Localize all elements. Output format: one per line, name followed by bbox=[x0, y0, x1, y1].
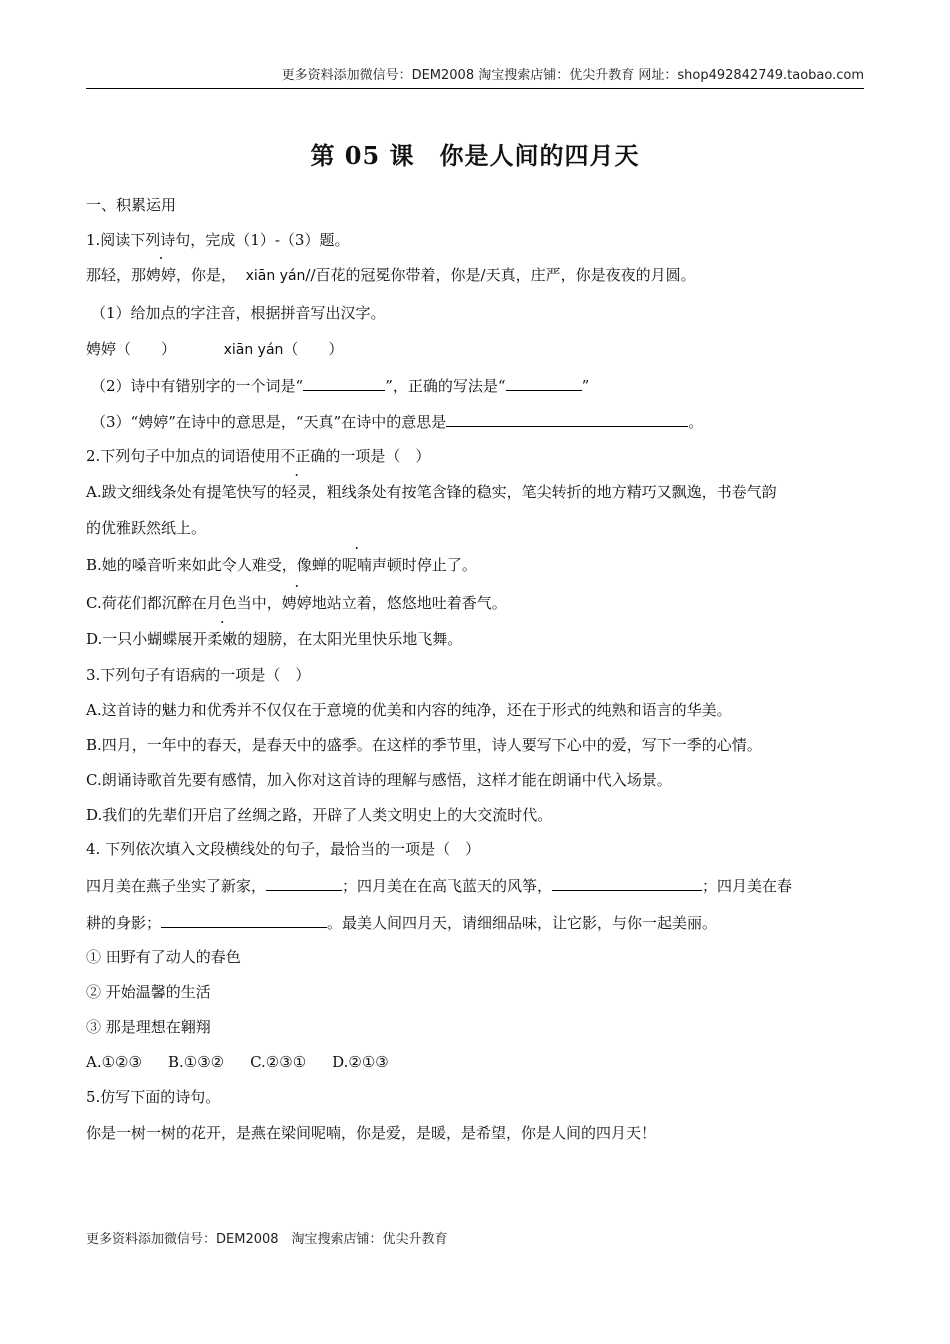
q2-stem: 2.下列句子中加点的词语使用不正确的一项是（ ） bbox=[86, 447, 431, 465]
q4-options bbox=[86, 1051, 866, 1073]
answer-blank[interactable] bbox=[552, 874, 702, 891]
q3-stem: 3.下列句子有语病的一项是（ ） bbox=[86, 666, 311, 684]
lesson-title: 第 05 课 你是人间的四月天 bbox=[310, 141, 640, 170]
q3-option-c: C.朗诵诗歌首先要有感情，加入你对这首诗的理解与感悟，这样才能在朗诵中代入场景。 bbox=[86, 771, 672, 789]
q4-passage-line1: 四月美在燕子坐实了新家， ；四月美在在高飞蓝天的风筝， ；四月美在春 bbox=[86, 874, 866, 897]
page-header: 更多资料添加微信号：DEM2008 淘宝搜索店铺：优尖升教育 网址：shop492842749.taobao.com bbox=[86, 66, 864, 89]
option-b: B.①③② bbox=[167, 1053, 225, 1071]
q2-option-c: C.荷花们都沉醉在月色当中，娉婷地站立着，悠悠地吐着香气。 bbox=[86, 594, 507, 612]
answer-blank[interactable] bbox=[506, 374, 582, 391]
q3-option-d: D.我们的先辈们开启了丝绸之路，开辟了人类文明史上的大交流时代。 bbox=[86, 806, 553, 824]
section-heading: 一、积累运用 bbox=[86, 196, 177, 214]
page-footer: 更多资料添加微信号：DEM2008 淘宝搜索店铺：优尖升教育 bbox=[86, 1232, 448, 1247]
q1-sub3: （3）“娉婷”在诗中的意思是，“天真”在诗中的意思是 。 bbox=[91, 410, 871, 433]
dotted-word: 娉婷 bbox=[146, 266, 177, 284]
pinyin-text: xiān yán bbox=[245, 268, 306, 284]
q5-stem: 5.仿写下面的诗句。 bbox=[86, 1088, 221, 1106]
dotted-word: 柔嫩 bbox=[207, 630, 238, 648]
q4-item-2: ② 开始温馨的生活 bbox=[86, 983, 211, 1001]
option-c: C.②③① bbox=[250, 1053, 307, 1071]
q3-option-a: A.这首诗的魅力和优秀并不仅仅在于意境的优美和内容的纯净，还在于形式的纯熟和语言的华美。 bbox=[86, 701, 732, 719]
q1-poem: 那轻，那娉婷，你是， xiān yán//百花的冠冕你带着，你是/天真，庄严，你是夜夜的月圆。 bbox=[86, 266, 696, 284]
q1-stem: 1.阅读下列诗句，完成（1）-（3）题。 bbox=[86, 231, 350, 249]
q4-passage-line2: 耕的身影； 。最美人间四月天，请细细品味，让它影，与你一起美丽。 bbox=[86, 911, 866, 934]
q2-option-a-cont: 的优雅跃然纸上。 bbox=[86, 519, 207, 537]
q4-item-3: ③ 那是理想在翱翔 bbox=[86, 1018, 211, 1036]
q2-option-d: D.一只小蝴蝶展开柔嫩的翅膀，在太阳光里快乐地飞舞。 bbox=[86, 630, 463, 648]
q3-option-b: B.四月，一年中的春天，是春天中的盛季。在这样的季节里，诗人要写下心中的爱，写下一季的心情。 bbox=[86, 736, 762, 754]
option-a: A.①②③ bbox=[86, 1053, 142, 1071]
dotted-word: 娉婷 bbox=[281, 594, 312, 612]
q2-option-a: A.跋文细线条处有提笔快写的轻灵，粗线条处有按笔含锋的稳实，笔尖转折的地方精巧又飘逸，书卷气韵 bbox=[86, 483, 777, 501]
q4-item-1: ① 田野有了动人的春色 bbox=[86, 948, 241, 966]
q4-stem: 4. 下列依次填入文段横线处的句子，最恰当的一项是（ ） bbox=[86, 840, 481, 858]
answer-blank[interactable] bbox=[446, 410, 688, 427]
answer-blank[interactable] bbox=[303, 374, 385, 391]
dotted-word: 轻灵 bbox=[281, 483, 312, 501]
answer-blank[interactable] bbox=[266, 874, 342, 891]
option-d: D.②①③ bbox=[332, 1053, 389, 1071]
q1-sub1: （1）给加点的字注音，根据拼音写出汉字。 bbox=[91, 304, 386, 322]
q1-sub2: （2）诗中有错别字的一个词是“ ”，正确的写法是“ ” bbox=[91, 374, 871, 397]
dotted-word: 呢喃 bbox=[341, 556, 372, 574]
answer-blank[interactable] bbox=[161, 911, 327, 928]
q5-text: 你是一树一树的花开，是燕在梁间呢喃，你是爱，是暖，是希望，你是人间的四月天！ bbox=[86, 1124, 657, 1142]
pinyin-text: xiān yán bbox=[223, 342, 284, 358]
q1-sub1-answers: 娉婷（ ） xiān yán（ ） bbox=[86, 340, 344, 358]
q2-option-b: B.她的嗓音听来如此令人难受，像蝉的呢喃声顿时停止了。 bbox=[86, 556, 477, 574]
